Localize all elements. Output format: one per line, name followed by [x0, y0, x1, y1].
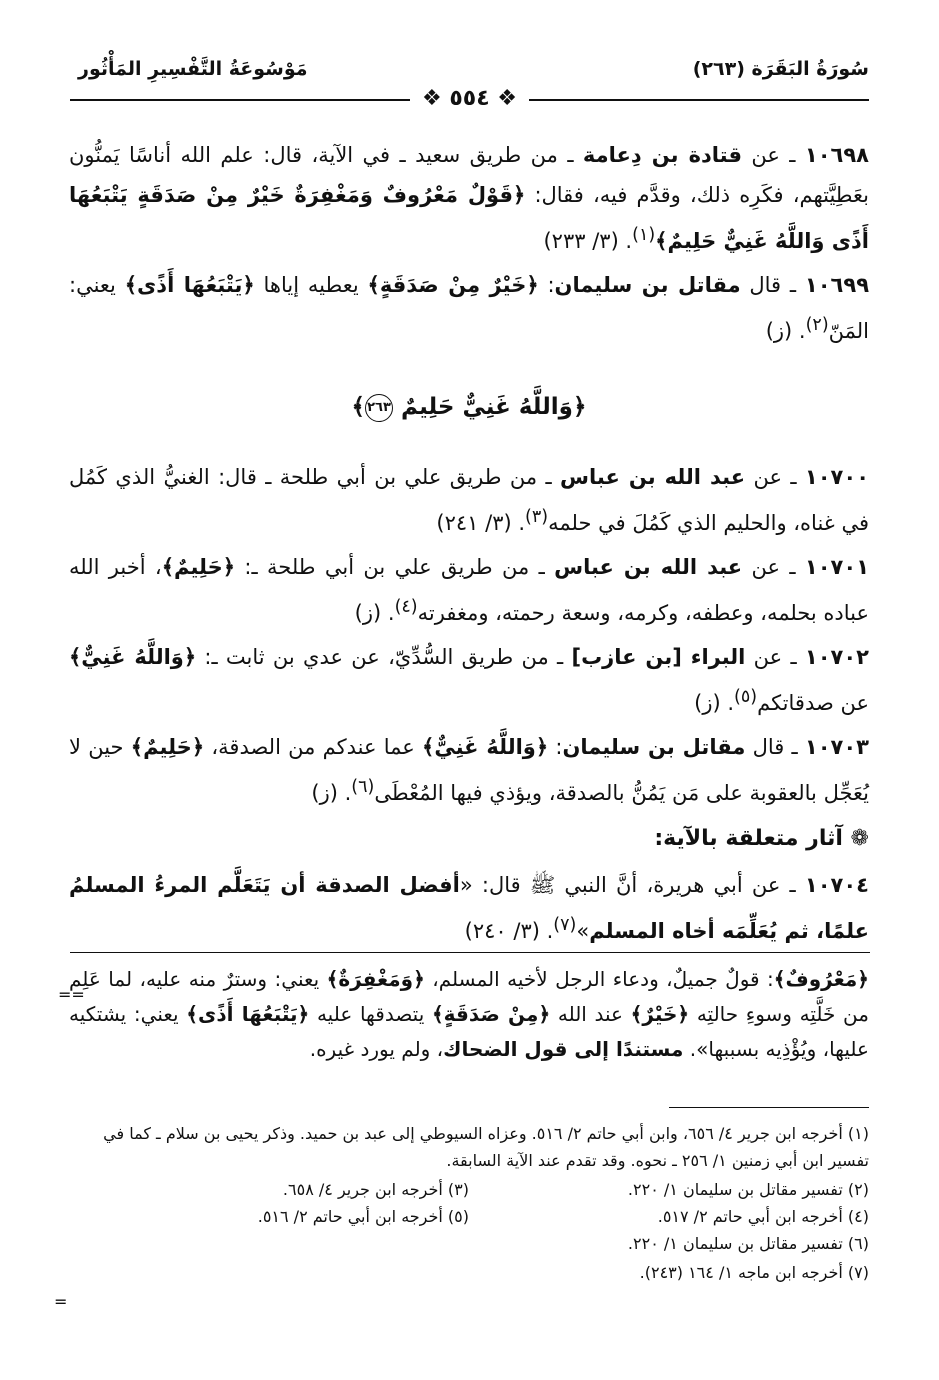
entry-text: ـ عن: [742, 555, 805, 579]
footnote-row: [69, 1203, 869, 1230]
quran-quote: ﴿يَتْبَعُهَا أَذًى﴾: [124, 273, 255, 297]
source-ref: . (ز): [311, 781, 352, 805]
ayah-close-bracket: ﴾: [351, 394, 366, 420]
footnote-ref: (٧): [553, 915, 577, 935]
footnote-4: (٤) أخرجه ابن أبي حاتم ٢/ ٥١٧.: [657, 1207, 869, 1226]
entry-text: يعني: المَنّ: [69, 273, 869, 343]
entry-number: ١٠٧٠٢: [804, 645, 869, 669]
entry-text: عما عندكم من الصدقة،: [204, 735, 423, 759]
ayah-number-badge: ٢٦٣: [365, 394, 393, 422]
footnote-3: (٣) أخرجه ابن جرير ٤/ ٦٥٨.: [282, 1180, 469, 1199]
quran-quote: ﴿وَاللَّهُ غَنِيٌّ﴾: [69, 645, 197, 669]
entry-10703: [69, 727, 869, 813]
quran-quote: ﴿مِنْ صَدَقَةٍ﴾: [431, 1002, 551, 1026]
entry-number: ١٠٦٩٨: [804, 143, 869, 167]
narrator-name: قتادة بن دِعامة: [582, 143, 742, 167]
continuation-text: [69, 962, 869, 1067]
footnote-ref: (١): [632, 225, 656, 245]
footnote-ref: (٣): [525, 507, 549, 527]
source-ref: . (ز): [354, 601, 395, 625]
surah-header: سُورَةُ البَقَرَة (٢٦٣): [692, 58, 869, 80]
quran-quote: ﴿خَيْرٌ مِنْ صَدَقَةٍ﴾: [367, 273, 539, 297]
entry-number: ١٠٧٠٣: [804, 735, 869, 759]
source-ref: . (٣/ ٢٤٠): [464, 919, 554, 943]
entry-text: يتصدقها عليه: [309, 1002, 432, 1026]
entry-10701: [69, 547, 869, 633]
entry-text: ـ عن: [745, 645, 805, 669]
footnote-row: [69, 1176, 869, 1203]
section-title: ❁ آثار متعلقة بالآية:: [654, 826, 869, 851]
quran-quote: ﴿يَتْبَعُهَا أَذًى﴾: [186, 1002, 310, 1026]
entry-text: ـ من طريق سعيد ـ في الآية، قال: علم الله أناسًا يَمنُّون بعَطِيَّتهم، فكَرِه ذلك، وقدَّم فيه، فقال:: [69, 143, 870, 207]
entry-text: يعطيه إياها: [254, 273, 368, 297]
entry-text: ـ قال: [745, 735, 805, 759]
entry-10698: [69, 135, 869, 261]
source-ref: . (٣/ ٢٤١): [436, 511, 526, 535]
narrator-name: عبد الله بن عباس: [554, 555, 743, 579]
hadith-text: أفضل الصدقة أن يَتَعَلَّم المرءُ المسلمُ علمًا، ثم يُعَلِّمَه أخاه المسلم: [69, 873, 869, 943]
quran-quote: ﴿وَمَغْفِرَةٌ﴾: [326, 967, 425, 991]
ayah-heading: [69, 387, 869, 427]
entry-text: يعني: يشتكيه عليها، ويُؤْذِيه بسببها».: [69, 1002, 869, 1061]
entry-text: ـ من طريق علي بن أبي طلحة ـ:: [235, 555, 555, 579]
entry-text: عند الله: [550, 1002, 631, 1026]
entry-text: ـ من طريق السُّدِّيّ، عن عدي بن ثابت ـ:: [196, 645, 572, 669]
entry-text: يعني: وسترٌ منه عليه، لما عَلِم من خَلَّتِه وسوءِ حالتِه: [69, 967, 869, 1026]
narrator-name: مقاتل بن سليمان: [554, 273, 741, 297]
source-ref: . (ز): [694, 691, 735, 715]
footnote-5: (٥) أخرجه ابن أبي حاتم ٢/ ٥١٦.: [257, 1207, 469, 1226]
entry-number: ١٠٧٠٠: [804, 465, 870, 489]
entry-10702: [69, 637, 869, 723]
footnote-1: (١) أخرجه ابن جرير ٤/ ٦٥٦، وابن أبي حاتم ٢/ ٥١٦. وعزاه السيوطي إلى عبد بن حميد. وذكر يحيى بن سلام ـ كما في تفسير ابن أبي زمنين ١/ ٢٥٦ ـ نحوه. وقد تقدم عند الآية السابقة.: [103, 1124, 869, 1170]
footnote-separator: [669, 1107, 869, 1108]
source-ref: . (ز): [765, 319, 806, 343]
continuation-separator: [70, 952, 870, 953]
footnote-ref: (٦): [351, 777, 375, 797]
entry-text: ـ عن: [745, 465, 805, 489]
entry-number: ١٠٦٩٩: [804, 273, 870, 297]
entry-number: ١٠٧٠١: [804, 555, 870, 579]
quran-quote: ﴿مَعْرُوفٌ﴾: [773, 967, 869, 991]
entry-text: حين لا يُعَجِّل بالعقوبة على مَن يَمُنُّ بالصدقة، ويؤذي فيها المُعْطَى: [69, 735, 869, 805]
footnote-2: (٢) تفسير مقاتل بن سليمان ١/ ٢٢٠.: [627, 1180, 869, 1199]
entry-text: ـ قال: [740, 273, 805, 297]
source-ref: . (٣/ ٢٣٣): [543, 229, 633, 253]
entry-10699: [69, 265, 869, 351]
quran-quote: ﴿خَيْرٌ﴾: [630, 1002, 690, 1026]
footnotes: [69, 1120, 869, 1288]
quran-quote: ﴿قَوْلٌ مَعْرُوفٌ وَمَغْفِرَةٌ خَيْرٌ مِنْ صَدَقَةٍ يَتْبَعُهَا أَذًى وَاللَّهُ غَنِيٌّ حَلِيمٌ﴾: [69, 183, 869, 253]
narrator-name: عبد الله بن عباس: [560, 465, 746, 489]
bold-note: مستندًا إلى قول الضحاك: [443, 1037, 684, 1061]
entry-10704: [69, 865, 869, 951]
entry-number: ١٠٧٠٤: [804, 873, 869, 897]
ayah-text: ﴿وَاللَّهُ غَنِيٌّ حَلِيمٌ: [401, 394, 587, 420]
entry-text: ـ عن أبي هريرة، أنَّ النبي ﷺ قال: «: [459, 873, 805, 897]
entry-text: عن صدقاتكم: [757, 691, 869, 715]
entry-text: ، ولم يورد غيره.: [309, 1037, 444, 1061]
entry-text: :: [548, 735, 563, 759]
entry-text: : قولٌ جميلٌ، ودعاء الرجل لأخيه المسلم،: [424, 967, 774, 991]
book-title-header: مَوْسُوعَةُ التَّفْسِيرِ المَأْثُور: [78, 58, 308, 80]
footnote-ref: (٥): [734, 687, 758, 707]
continuation-paragraph: [69, 962, 869, 1067]
continuation-marker: ==: [58, 985, 85, 1004]
quran-quote: ﴿وَاللَّهُ غَنِيٌّ﴾: [422, 735, 549, 759]
entry-text: ـ عن: [741, 143, 805, 167]
entry-text: ـ من طريق علي بن أبي طلحة ـ قال: الغنيُّ الذي كَمُل في غناه، والحليم الذي كَمُلَ في حلمه: [69, 465, 869, 535]
narrator-name: البراء [بن عازب]: [571, 645, 746, 669]
entry-text: ، أخبر الله عباده بحلمه، وعطفه، وكرمه، وسعة رحمته، ومغفرته: [69, 555, 869, 625]
footnote-ref: (٤): [394, 597, 418, 617]
main-text: [69, 135, 869, 955]
quran-quote: ﴿حَلِيمٌ﴾: [130, 735, 205, 759]
page-number: ❖ ٥٥٤ ❖: [421, 86, 518, 111]
entry-text: »: [576, 919, 590, 943]
narrator-name: مقاتل بن سليمان: [562, 735, 746, 759]
quran-quote: ﴿حَلِيمٌ﴾: [161, 555, 236, 579]
footnote-6: (٦) تفسير مقاتل بن سليمان ١/ ٢٢٠.: [627, 1234, 869, 1253]
entry-10700: [69, 457, 869, 543]
footnote-7: (٧) أخرجه ابن ماجه ١/ ١٦٤ (٢٤٣).: [639, 1263, 869, 1282]
footnote-ref: (٢): [805, 315, 829, 335]
margin-marker: =: [54, 1292, 68, 1311]
entry-text: :: [538, 273, 555, 297]
